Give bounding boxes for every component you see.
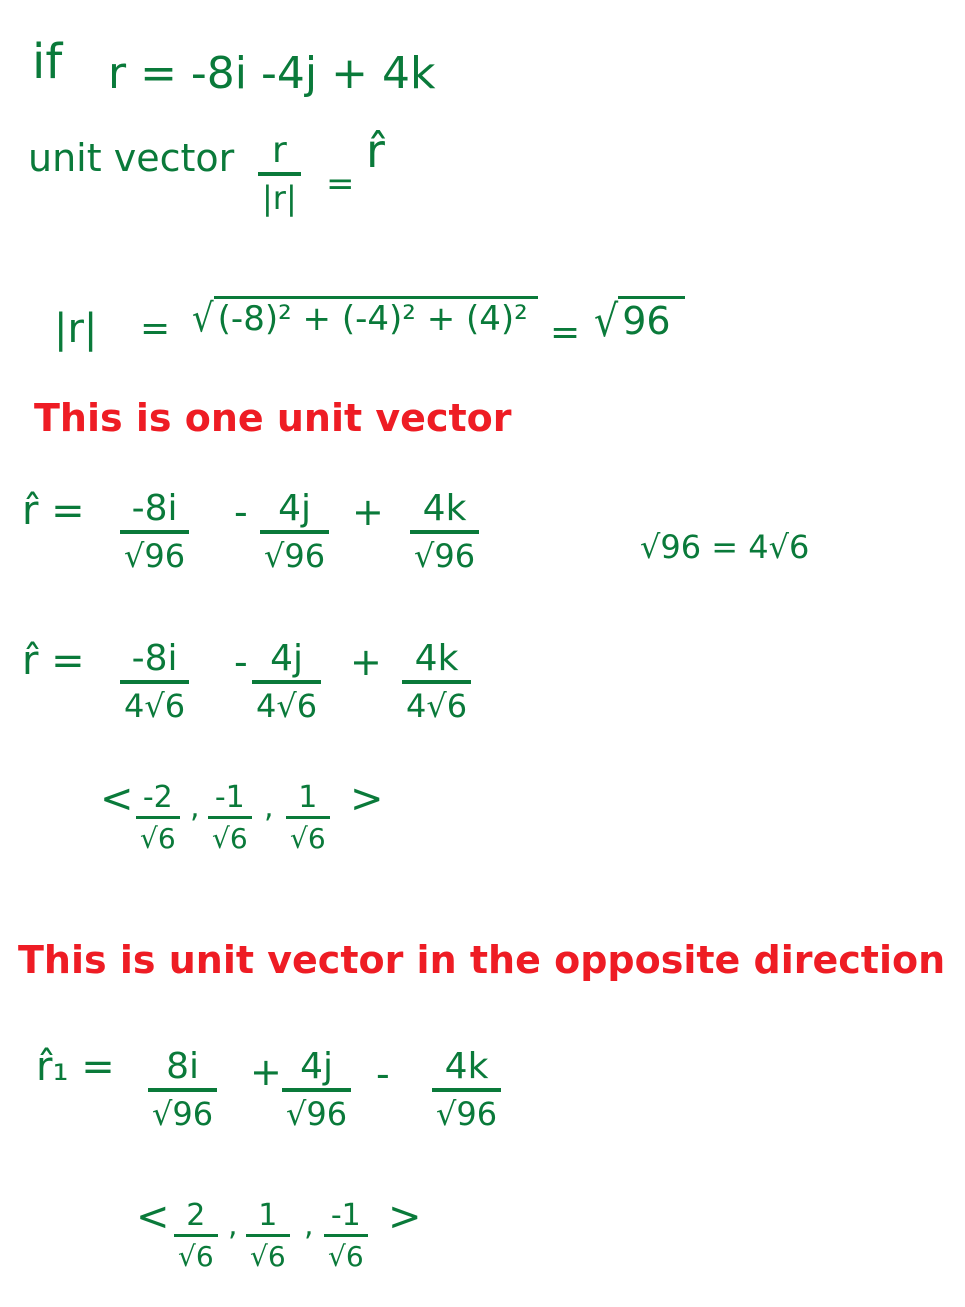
- fraction-numerator: -8i: [131, 638, 178, 679]
- fraction-bar: [120, 530, 189, 534]
- fraction-j: [260, 490, 329, 574]
- comma: ,: [264, 790, 274, 825]
- radical-sign: √: [192, 296, 214, 342]
- fraction-bar: [252, 680, 321, 684]
- fraction-numerator: 4k: [414, 638, 459, 679]
- fraction-bar: [410, 530, 479, 534]
- magnitude-result-value: 96: [618, 296, 684, 343]
- fraction-j: [252, 640, 321, 724]
- fraction-bar: [324, 1234, 368, 1237]
- fraction-numerator: r: [271, 130, 287, 171]
- fraction-denominator: √96: [152, 1095, 214, 1133]
- fraction-bar: [282, 1088, 351, 1092]
- comma: ,: [190, 790, 200, 825]
- fraction-numerator: 1: [258, 1198, 278, 1233]
- simplification-note: √96 = 4√6: [640, 528, 810, 566]
- fraction-bar: [148, 1088, 217, 1092]
- fraction-bar: [402, 680, 471, 684]
- fraction-i: [120, 490, 189, 574]
- component-z: [286, 782, 330, 855]
- operator: +: [250, 1050, 282, 1094]
- fraction-bar: [246, 1234, 290, 1237]
- fraction-bar: [286, 816, 330, 819]
- heading-one-unit-vector: This is one unit vector: [34, 396, 512, 440]
- component-x: [136, 782, 180, 855]
- fraction-bar: [432, 1088, 501, 1092]
- fraction-denominator: √96: [414, 537, 476, 575]
- fraction-numerator: 4j: [270, 638, 303, 679]
- component-y: [208, 782, 252, 855]
- unit-vector-fraction: [258, 132, 301, 216]
- open-angle-bracket: <: [136, 1194, 170, 1240]
- fraction-bar: [136, 816, 180, 819]
- fraction-numerator: 4j: [278, 488, 311, 529]
- operator: -: [234, 490, 248, 534]
- fraction-denominator: √6: [178, 1240, 214, 1273]
- fraction-numerator: 4k: [444, 1046, 489, 1087]
- fraction-denominator: √96: [264, 537, 326, 575]
- fraction-numerator: -8i: [131, 488, 178, 529]
- open-angle-bracket: <: [100, 776, 134, 822]
- radical-sign: √: [594, 295, 619, 347]
- fraction-denominator: |r|: [262, 179, 297, 217]
- fraction-k: [410, 490, 479, 574]
- fraction-bar: [120, 680, 189, 684]
- fraction-denominator: √96: [124, 537, 186, 575]
- vector-definition: r = -8i -4j + 4k: [108, 48, 436, 99]
- fraction-numerator: 1: [298, 780, 318, 815]
- fraction-i: [120, 640, 189, 724]
- fraction-k: [432, 1048, 501, 1132]
- fraction-denominator: √96: [286, 1095, 348, 1133]
- component-z: [324, 1200, 368, 1273]
- fraction-j: [282, 1048, 351, 1132]
- r-hat-equals: r̂ =: [22, 638, 85, 684]
- fraction-numerator: 4k: [422, 488, 467, 529]
- component-y: [246, 1200, 290, 1273]
- fraction-denominator: √6: [290, 822, 326, 855]
- fraction-numerator: 2: [186, 1198, 206, 1233]
- r-hat-symbol: r̂: [366, 124, 385, 178]
- fraction-numerator: 4j: [300, 1046, 333, 1087]
- equals-sign: =: [140, 308, 171, 349]
- fraction-denominator: √6: [328, 1240, 364, 1273]
- operator: +: [350, 640, 382, 684]
- component-x: [174, 1200, 218, 1273]
- fraction-bar: [258, 172, 301, 176]
- fraction-denominator: 4√6: [256, 687, 318, 725]
- magnitude-radicand: (-8)² + (-4)² + (4)²: [214, 296, 538, 339]
- close-angle-bracket: >: [350, 776, 384, 822]
- fraction-numerator: 8i: [166, 1046, 199, 1087]
- fraction-k: [402, 640, 471, 724]
- fraction-i: [148, 1048, 217, 1132]
- close-angle-bracket: >: [388, 1194, 422, 1240]
- operator: +: [352, 490, 384, 534]
- fraction-bar: [174, 1234, 218, 1237]
- fraction-bar: [260, 530, 329, 534]
- fraction-numerator: -1: [330, 1198, 361, 1233]
- equals-sign: =: [326, 164, 355, 204]
- comma: ,: [304, 1208, 314, 1243]
- unit-vector-label: unit vector: [28, 136, 235, 180]
- fraction-numerator: -2: [142, 780, 173, 815]
- comma: ,: [228, 1208, 238, 1243]
- fraction-bar: [208, 816, 252, 819]
- fraction-denominator: 4√6: [406, 687, 468, 725]
- fraction-denominator: √6: [140, 822, 176, 855]
- fraction-denominator: √96: [436, 1095, 498, 1133]
- if-label: if: [32, 34, 63, 90]
- fraction-denominator: √6: [250, 1240, 286, 1273]
- fraction-denominator: √6: [212, 822, 248, 855]
- r-hat-equals: r̂ =: [22, 488, 85, 534]
- fraction-numerator: -1: [214, 780, 245, 815]
- r-hat-1-equals: r̂₁ =: [36, 1044, 115, 1090]
- operator: -: [376, 1052, 390, 1096]
- equals-sign: =: [550, 312, 581, 353]
- fraction-denominator: 4√6: [124, 687, 186, 725]
- magnitude-result: [594, 295, 685, 347]
- magnitude-sqrt: [192, 296, 538, 342]
- operator: -: [234, 640, 248, 684]
- magnitude-label: |r|: [54, 306, 98, 352]
- heading-opposite-direction: This is unit vector in the opposite direction: [18, 938, 946, 982]
